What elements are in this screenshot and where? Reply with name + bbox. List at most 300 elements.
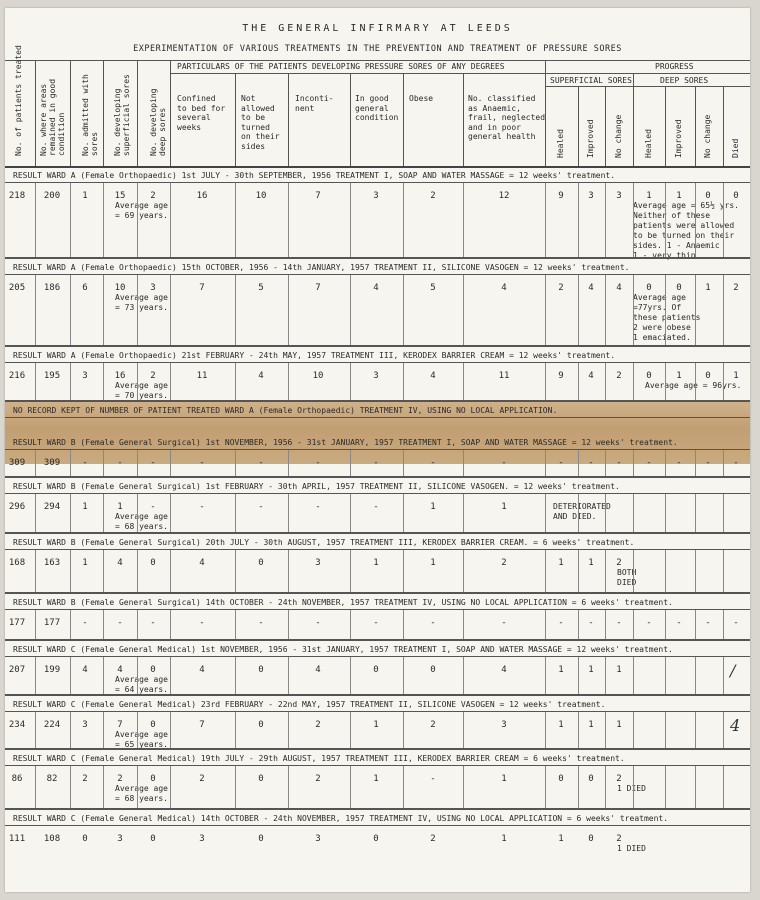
- col-divider: [70, 363, 71, 400]
- col-divider: [137, 275, 138, 345]
- table-cell: 0: [258, 774, 264, 784]
- row-rule: [5, 765, 750, 766]
- result-row-label: NO RECORD KEPT OF NUMBER OF PATIENT TREATED WARD A (Female Orthopaedic) TREATMENT IV, USING NO LOCAL APPLICATION.: [13, 406, 558, 415]
- col-divider: [235, 657, 236, 694]
- col-divider: [350, 712, 351, 748]
- result-row-label: RESULT WARD C (Female General Medical) 19th JULY - 29th AUGUST, 1957 TREATMENT III, KERODEX BARRIER CREAM = 6 weeks' treatment.: [13, 754, 625, 763]
- result-row-label: RESULT WARD C (Female General Medical) 1st NOVEMBER, 1956 - 31st JANUARY, 1957 TREATMENT I, SOAP AND WATER MASSAGE = 12 weeks' treatment.: [13, 645, 673, 654]
- col-divider: [605, 86, 606, 166]
- col-divider: [103, 766, 104, 808]
- table-cell: 2: [430, 834, 436, 844]
- table-cell: 0: [430, 665, 436, 675]
- table-cell: 309: [8, 458, 26, 468]
- header-sup-healed: Healed: [556, 129, 565, 158]
- col-divider: [578, 494, 579, 532]
- handwritten-mark: 4: [730, 716, 741, 735]
- col-divider: [605, 183, 606, 257]
- table-cell: -: [199, 458, 205, 468]
- col-divider: [235, 766, 236, 808]
- table-cell: 5: [258, 283, 264, 293]
- col-divider: [723, 363, 724, 400]
- table-cell: 1: [373, 774, 379, 784]
- table-cell: 205: [8, 283, 26, 293]
- col-divider: [137, 183, 138, 257]
- table-cell: 0: [733, 191, 739, 201]
- table-cell: 7: [315, 191, 321, 201]
- average-age-note: Average age = 64 years.: [115, 675, 168, 694]
- col-divider: [35, 183, 36, 257]
- table-cell: 1: [733, 371, 739, 381]
- table-cell: 7: [199, 283, 205, 293]
- col-divider: [695, 610, 696, 639]
- table-cell: -: [646, 618, 652, 628]
- col-divider: [605, 450, 606, 476]
- col-divider: [235, 183, 236, 257]
- col-divider: [137, 657, 138, 694]
- table-cell: 0: [258, 665, 264, 675]
- header-good-general: In good general condition: [355, 94, 399, 122]
- table-cell: 7: [315, 283, 321, 293]
- table-cell: 1: [117, 502, 123, 512]
- table-cell: -: [430, 458, 436, 468]
- result-row-label: RESULT WARD B (Female General Surgical) 14th OCTOBER - 24th NOVEMBER, 1957 TREATMENT IV, USING NO LOCAL APPLICATION = 6 weeks' treatment.: [13, 598, 673, 607]
- col-divider: [633, 610, 634, 639]
- header-confined: Confined to bed for several weeks: [177, 94, 226, 132]
- section-rule: [5, 345, 750, 347]
- table-cell: 9: [558, 371, 564, 381]
- col-divider: [70, 712, 71, 748]
- col-divider: [288, 712, 289, 748]
- table-cell: -: [676, 618, 682, 628]
- col-divider: [695, 712, 696, 748]
- table-cell: 6: [82, 283, 88, 293]
- table-cell: -: [199, 618, 205, 628]
- col-divider: [103, 712, 104, 748]
- document-subtitle: EXPERIMENTATION OF VARIOUS TREATMENTS IN THE PREVENTION AND TREATMENT OF PRESSURE SORES: [133, 44, 622, 54]
- col-divider: [633, 183, 634, 257]
- table-cell: 218: [8, 191, 26, 201]
- col-divider: [103, 363, 104, 400]
- result-row-label: RESULT WARD A (Female Orthopaedic) 21st FEBRUARY - 24th MAY, 1957 TREATMENT III, KERODEX BARRIER CREAM = 12 weeks' treatment.: [13, 351, 616, 360]
- header-died: Died: [731, 138, 740, 158]
- table-cell: 2: [733, 283, 739, 293]
- table-cell: -: [430, 774, 436, 784]
- row-rule: [5, 362, 750, 363]
- table-cell: 0: [646, 283, 652, 293]
- table-cell: 3: [501, 720, 507, 730]
- col-divider: [35, 450, 36, 476]
- header-superficial-sores: SUPERFICIAL SORES: [550, 76, 632, 85]
- table-cell: 0: [705, 191, 711, 201]
- table-cell: 4: [373, 283, 379, 293]
- table-cell: 234: [8, 720, 26, 730]
- col-divider: [695, 766, 696, 808]
- table-cell: 3: [616, 191, 622, 201]
- table-cell: 199: [43, 665, 61, 675]
- col-divider: [350, 363, 351, 400]
- col-divider: [665, 363, 666, 400]
- table-cell: 11: [498, 371, 510, 381]
- col-divider: [403, 183, 404, 257]
- document-page: [5, 8, 750, 892]
- table-cell: 2: [430, 191, 436, 201]
- col-divider: [633, 657, 634, 694]
- col-divider: [350, 657, 351, 694]
- col-divider: [235, 450, 236, 476]
- header-bottom-rule: [5, 166, 750, 168]
- col-divider: [403, 712, 404, 748]
- col-divider: [463, 766, 464, 808]
- col-divider: [723, 657, 724, 694]
- table-cell: 2: [117, 774, 123, 784]
- table-cell: 4: [430, 371, 436, 381]
- table-cell: 1: [82, 502, 88, 512]
- col-divider: [665, 766, 666, 808]
- table-cell: 10: [255, 191, 267, 201]
- row-rule: [5, 274, 750, 275]
- result-row-label: RESULT WARD A (Female Orthopaedic) 15th OCTOBER, 1956 - 14th JANUARY, 1957 TREATMENT II, SILICONE VASOGEN = 12 weeks' treatment.: [13, 263, 630, 272]
- col-divider: [578, 450, 579, 476]
- table-cell: -: [150, 618, 156, 628]
- section-rule: [5, 532, 750, 534]
- table-cell: -: [616, 618, 622, 628]
- col-divider: [605, 712, 606, 748]
- table-cell: 2: [616, 834, 622, 844]
- progress-note: 1 DIED: [617, 784, 646, 793]
- col-divider: [288, 450, 289, 476]
- table-cell: -: [501, 458, 507, 468]
- table-cell: -: [430, 618, 436, 628]
- col-divider: [463, 183, 464, 257]
- col-divider: [695, 86, 696, 166]
- col-divider: [545, 550, 546, 592]
- table-cell: 4: [315, 665, 321, 675]
- table-cell: 0: [558, 774, 564, 784]
- table-cell: 0: [588, 834, 594, 844]
- row-rule: [5, 825, 750, 826]
- header-top-rule: [5, 60, 750, 61]
- col-divider: [633, 363, 634, 400]
- header-incontinent: Inconti- nent: [295, 94, 334, 113]
- table-cell: 2: [150, 191, 156, 201]
- col-divider: [545, 183, 546, 257]
- table-cell: 1: [588, 720, 594, 730]
- table-cell: 86: [11, 774, 23, 784]
- col-divider: [723, 494, 724, 532]
- col-divider: [137, 712, 138, 748]
- col-divider: [350, 183, 351, 257]
- col-divider: [723, 550, 724, 592]
- table-cell: 1: [616, 720, 622, 730]
- col-divider: [288, 657, 289, 694]
- col-divider: [545, 363, 546, 400]
- col-divider: [578, 610, 579, 639]
- table-cell: 1: [501, 834, 507, 844]
- col-divider: [665, 450, 666, 476]
- col-divider: [665, 183, 666, 257]
- col-divider: [463, 275, 464, 345]
- col-divider: [695, 550, 696, 592]
- header-progress: PROGRESS: [655, 62, 694, 71]
- table-cell: -: [733, 458, 739, 468]
- average-age-note: Average age = 68 years.: [115, 784, 168, 803]
- table-cell: 3: [315, 558, 321, 568]
- col-divider: [35, 494, 36, 532]
- table-cell: 0: [646, 371, 652, 381]
- col-divider: [463, 610, 464, 639]
- col-divider: [35, 712, 36, 748]
- col-divider: [235, 494, 236, 532]
- table-cell: 3: [199, 834, 205, 844]
- col-divider: [463, 550, 464, 592]
- table-cell: 4: [616, 283, 622, 293]
- col-divider: [605, 494, 606, 532]
- table-cell: -: [258, 502, 264, 512]
- table-cell: 1: [82, 191, 88, 201]
- col-divider: [695, 450, 696, 476]
- col-divider: [403, 657, 404, 694]
- row-rule: [5, 449, 750, 450]
- col-divider: [170, 550, 171, 592]
- col-divider: [605, 550, 606, 592]
- col-divider: [723, 766, 724, 808]
- col-divider: [170, 183, 171, 257]
- table-cell: 1: [558, 720, 564, 730]
- table-cell: 1: [616, 665, 622, 675]
- col-divider: [170, 657, 171, 694]
- col-divider: [70, 494, 71, 532]
- table-cell: 111: [8, 834, 26, 844]
- table-cell: 1: [501, 774, 507, 784]
- table-cell: 15: [114, 191, 126, 201]
- header-particulars: PARTICULARS OF THE PATIENTS DEVELOPING PRESSURE SORES OF ANY DEGREES: [177, 62, 505, 71]
- col-divider: [545, 60, 546, 166]
- col-divider: [235, 73, 236, 166]
- table-cell: -: [258, 618, 264, 628]
- header-sup-improved: Improved: [586, 119, 595, 158]
- header-deep-improved: Improved: [674, 119, 683, 158]
- col-divider: [170, 60, 171, 166]
- col-divider: [403, 550, 404, 592]
- header-good-condition: No. where areas remained in good condition: [39, 78, 66, 156]
- col-divider: [103, 657, 104, 694]
- col-divider: [288, 363, 289, 400]
- col-divider: [665, 275, 666, 345]
- col-divider: [35, 60, 36, 166]
- table-cell: 4: [501, 283, 507, 293]
- row-rule: [5, 609, 750, 610]
- result-row-label: RESULT WARD B (Female General Surgical) 1st NOVEMBER, 1956 - 31st JANUARY, 1957 TREATMENT I, SOAP AND WATER MASSAGE = 12 weeks' treatment.: [13, 438, 678, 447]
- table-cell: 4: [199, 558, 205, 568]
- col-divider: [35, 275, 36, 345]
- table-cell: -: [705, 458, 711, 468]
- table-cell: 0: [588, 774, 594, 784]
- col-divider: [170, 712, 171, 748]
- col-divider: [723, 183, 724, 257]
- table-cell: 0: [705, 371, 711, 381]
- table-cell: 216: [8, 371, 26, 381]
- table-cell: -: [676, 458, 682, 468]
- table-cell: -: [150, 502, 156, 512]
- table-cell: 1: [501, 502, 507, 512]
- table-cell: 0: [150, 665, 156, 675]
- table-cell: 7: [117, 720, 123, 730]
- table-cell: 3: [373, 191, 379, 201]
- col-divider: [350, 610, 351, 639]
- col-divider: [70, 450, 71, 476]
- table-cell: -: [616, 458, 622, 468]
- col-divider: [350, 275, 351, 345]
- table-cell: 108: [43, 834, 61, 844]
- average-age-note: Average age = 70 years.: [115, 381, 168, 400]
- section-rule: [5, 694, 750, 696]
- table-cell: 4: [199, 665, 205, 675]
- col-divider: [403, 494, 404, 532]
- col-divider: [578, 363, 579, 400]
- row-rule: [5, 417, 750, 418]
- progress-note: 1 DIED: [617, 844, 646, 853]
- table-cell: 1: [646, 191, 652, 201]
- col-divider: [665, 657, 666, 694]
- col-divider: [70, 766, 71, 808]
- col-divider: [723, 610, 724, 639]
- col-divider: [463, 657, 464, 694]
- table-cell: 195: [43, 371, 61, 381]
- col-divider: [137, 610, 138, 639]
- col-divider: [633, 712, 634, 748]
- table-cell: 0: [258, 834, 264, 844]
- row-rule: [5, 711, 750, 712]
- header-deep: No. developing deep sores: [149, 88, 167, 156]
- progress-note: DETERIORATED AND DIED.: [553, 502, 611, 521]
- col-divider: [235, 610, 236, 639]
- col-divider: [545, 610, 546, 639]
- col-divider: [137, 494, 138, 532]
- col-divider: [137, 60, 138, 166]
- col-divider: [403, 275, 404, 345]
- col-divider: [35, 610, 36, 639]
- header-sup-no-change: No change: [614, 114, 623, 158]
- col-divider: [723, 275, 724, 345]
- table-cell: 1: [588, 558, 594, 568]
- header-deep-healed: Healed: [644, 129, 653, 158]
- table-cell: 11: [196, 371, 208, 381]
- table-cell: 3: [82, 720, 88, 730]
- table-cell: -: [705, 618, 711, 628]
- table-cell: -: [82, 618, 88, 628]
- section-rule: [5, 748, 750, 750]
- result-row-label: RESULT WARD C (Female General Medical) 23rd FEBRUARY - 22nd MAY, 1957 TREATMENT II, SILICONE VASOGEN = 12 weeks' treatment.: [13, 700, 606, 709]
- col-divider: [403, 363, 404, 400]
- table-cell: 12: [498, 191, 510, 201]
- table-cell: 3: [82, 371, 88, 381]
- table-cell: -: [373, 502, 379, 512]
- col-divider: [35, 550, 36, 592]
- col-divider: [578, 86, 579, 166]
- section-rule: [5, 476, 750, 478]
- col-divider: [605, 610, 606, 639]
- result-row-label: RESULT WARD A (Female Orthopaedic) 1st JULY - 30th SEPTEMBER, 1956 TREATMENT I, SOAP AND WATER MASSAGE = 12 weeks' treatment.: [13, 171, 616, 180]
- col-divider: [633, 450, 634, 476]
- col-divider: [633, 766, 634, 808]
- table-cell: 3: [315, 834, 321, 844]
- table-cell: 1: [558, 834, 564, 844]
- document-title: THE GENERAL INFIRMARY AT LEEDS: [242, 23, 513, 34]
- table-cell: 1: [430, 502, 436, 512]
- section-rule: [5, 400, 750, 402]
- col-divider: [350, 494, 351, 532]
- table-cell: 1: [676, 191, 682, 201]
- particulars-rule: [170, 73, 750, 74]
- col-divider: [578, 275, 579, 345]
- progress-rule: [545, 86, 750, 87]
- table-cell: 309: [43, 458, 61, 468]
- col-divider: [695, 183, 696, 257]
- table-cell: 16: [196, 191, 208, 201]
- table-cell: 163: [43, 558, 61, 568]
- col-divider: [35, 363, 36, 400]
- col-divider: [70, 183, 71, 257]
- result-row-label: RESULT WARD C (Female General Medical) 14th OCTOBER - 24th NOVEMBER, 1957 TREATMENT IV, USING NO LOCAL APPLICATION = 6 weeks' treatment.: [13, 814, 669, 823]
- progress-note: Average age =77yrs. Of these patients 2 were obese 1 emaciated.: [633, 293, 701, 342]
- col-divider: [665, 610, 666, 639]
- col-divider: [545, 766, 546, 808]
- col-divider: [288, 766, 289, 808]
- table-cell: 4: [117, 558, 123, 568]
- table-cell: 168: [8, 558, 26, 568]
- table-cell: -: [199, 502, 205, 512]
- table-cell: 0: [150, 720, 156, 730]
- result-row-label: RESULT WARD B (Female General Surgical) 1st FEBRUARY - 30th APRIL, 1957 TREATMENT II, SILICONE VASOGEN. = 12 weeks' treatment.: [13, 482, 620, 491]
- table-cell: -: [315, 618, 321, 628]
- col-divider: [633, 550, 634, 592]
- table-cell: -: [501, 618, 507, 628]
- table-cell: 1: [588, 665, 594, 675]
- table-cell: 207: [8, 665, 26, 675]
- col-divider: [103, 550, 104, 592]
- col-divider: [170, 494, 171, 532]
- table-cell: -: [558, 618, 564, 628]
- col-divider: [70, 60, 71, 166]
- col-divider: [235, 363, 236, 400]
- handwritten-mark: /: [730, 661, 736, 680]
- table-cell: 1: [705, 283, 711, 293]
- section-rule: [5, 257, 750, 259]
- table-cell: 4: [82, 665, 88, 675]
- table-cell: 2: [501, 558, 507, 568]
- table-cell: 4: [588, 371, 594, 381]
- col-divider: [288, 610, 289, 639]
- col-divider: [605, 657, 606, 694]
- table-cell: 4: [501, 665, 507, 675]
- progress-note: Average age = 65½ yrs. Neither of these patients were allowed to be turned on their sides. 1 - Anaemic 1 - very thin: [633, 201, 739, 260]
- table-cell: 2: [82, 774, 88, 784]
- col-divider: [288, 550, 289, 592]
- col-divider: [545, 450, 546, 476]
- col-divider: [70, 657, 71, 694]
- table-cell: 0: [150, 774, 156, 784]
- average-age-note: Average age = 68 years.: [115, 512, 168, 531]
- table-cell: -: [588, 458, 594, 468]
- col-divider: [103, 610, 104, 639]
- table-cell: 186: [43, 283, 61, 293]
- col-divider: [578, 766, 579, 808]
- col-divider: [605, 275, 606, 345]
- header-not-allowed: Not allowed to be turned on their sides: [241, 94, 280, 151]
- col-divider: [288, 494, 289, 532]
- col-divider: [665, 494, 666, 532]
- table-cell: 0: [150, 558, 156, 568]
